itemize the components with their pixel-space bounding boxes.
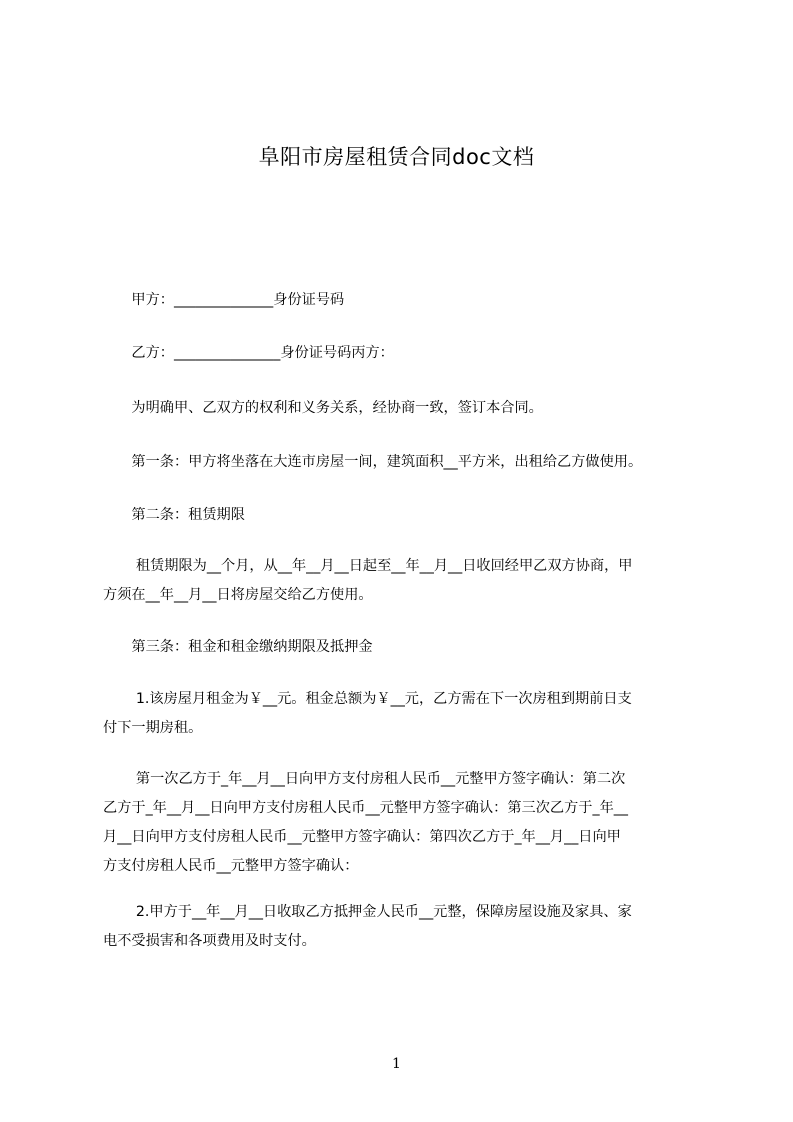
paragraph-line: 第一条：甲方将坐落在大连市房屋一间，建筑面积__平方米，出租给乙方做使用。: [103, 454, 643, 470]
paragraph-lease-term: [103, 552, 703, 610]
paragraph-line: 第一次乙方于_年__月__日向甲方支付房租人民币__元整甲方签字确认：第二次: [103, 771, 626, 787]
paragraph-article-1: [103, 448, 703, 477]
paragraph-party-b: [103, 339, 703, 368]
paragraph-purpose: [103, 394, 703, 423]
page-number: 1: [392, 1056, 401, 1072]
paragraph-payment-schedule: [103, 765, 703, 881]
paragraph-article-3-heading: [103, 633, 703, 662]
paragraph-line: 付下一期房租。: [103, 720, 203, 736]
document-title: 阜阳市房屋租赁合同doc文档: [258, 145, 535, 169]
paragraph-article-2-heading: [103, 501, 703, 530]
paragraph-line: 电不受损害和各项费用及时支付。: [103, 933, 316, 949]
paragraph-line: 方支付房租人民币__元整甲方签字确认：: [103, 858, 359, 874]
paragraph-line: 为明确甲、乙双方的权利和义务关系，经协商一致，签订本合同。: [103, 400, 543, 416]
paragraph-line: 1.该房屋月租金为￥__元。租金总额为￥__元，乙方需在下一次房租到期前日支: [103, 691, 632, 707]
paragraph-party-a: [103, 286, 703, 315]
paragraph-line: 2.甲方于__年__月__日收取乙方抵押金人民币__元整，保障房屋设施及家具、家: [103, 904, 632, 920]
paragraph-line: 方须在__年__月__日将房屋交给乙方使用。: [103, 587, 373, 603]
paragraph-line: 第三条：租金和租金缴纳期限及抵押金: [103, 639, 373, 655]
paragraph-line: 乙方于_年__月__日向甲方支付房租人民币__元整甲方签字确认：第三次乙方于_年__: [103, 800, 628, 816]
paragraph-line: 租赁期限为__个月，从__年__月__日起至__年__月__日收回经甲乙双方协商，甲: [103, 558, 633, 574]
paragraph-line: 甲方：______________身份证号码: [103, 292, 345, 308]
paragraph-line: 乙方：_______________身份证号码丙方：: [103, 345, 394, 361]
paragraph-deposit: [103, 898, 703, 956]
paragraph-line: 月__日向甲方支付房租人民币__元整甲方签字确认：第四次乙方于_年__月__日向甲: [103, 829, 621, 845]
paragraph-line: 第二条：租赁期限: [103, 507, 245, 523]
paragraph-rent-amount: [103, 685, 703, 743]
